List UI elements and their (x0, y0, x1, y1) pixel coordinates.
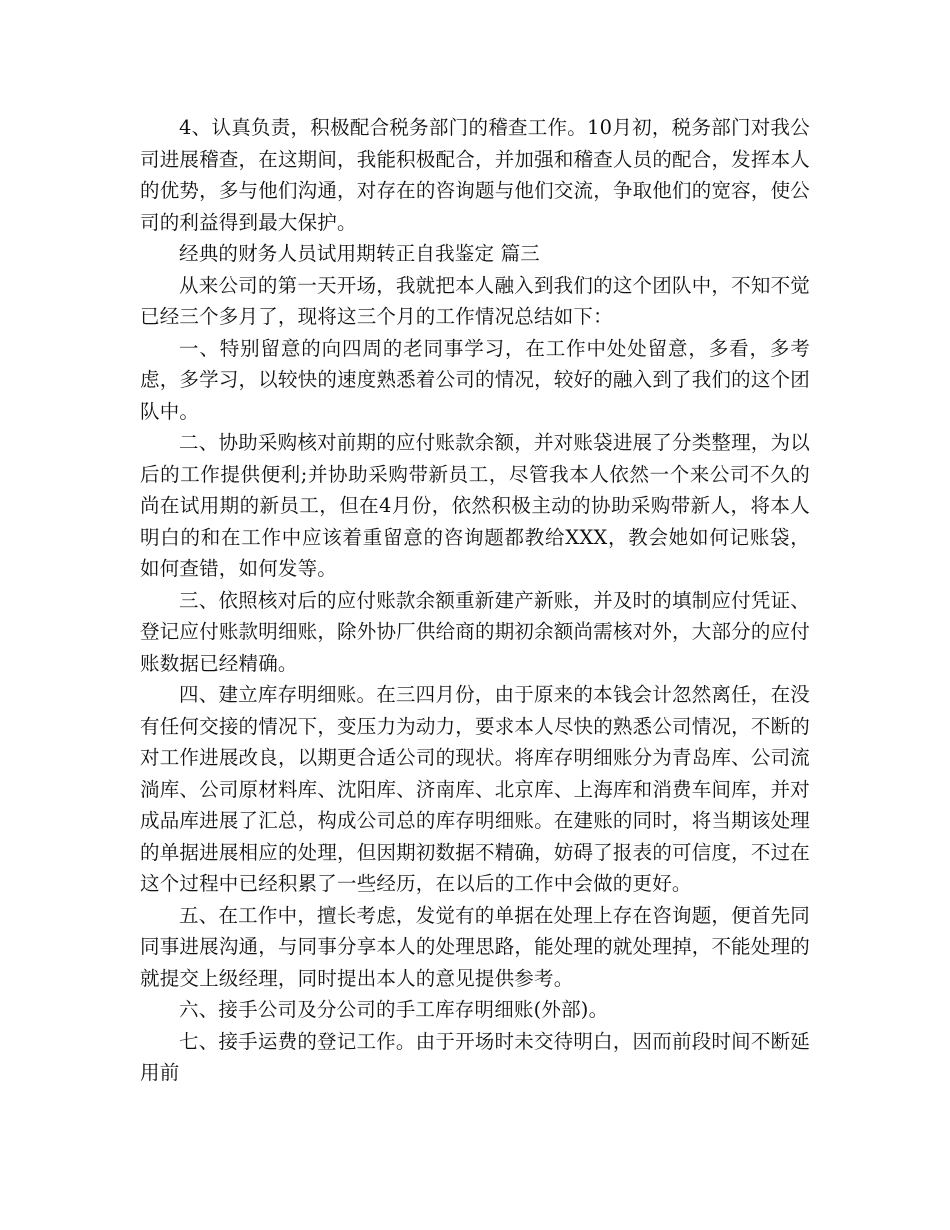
paragraph-tax-audit: 4、认真负责，积极配合税务部门的稽查工作。10月初，税务部门对我公司进展稽查，在这期间，我能积极配合，并加强和稽查人员的配合，发挥本人的优势，多与他们沟通，对存在的咨询题与他们交流，争取他们的宽容，使公司的利益得到最大保护。 (140, 116, 810, 234)
section-heading: 经典的财务人员试用期转正自我鉴定 篇三 (179, 242, 540, 265)
paragraph-item-7: 七、接手运费的登记工作。由于开场时未交待明白，因而前段时间不断延用前 (140, 1029, 810, 1084)
paragraph-item-6: 六、接手公司及分公司的手工库存明细账(外部)。 (179, 998, 609, 1021)
paragraph-item-5: 五、在工作中，擅长考虑，发觉有的单据在处理上存在咨询题，便首先同同事进展沟通，与同事分享本人的处理思路，能处理的就处理掉，不能处理的就提交上级经理，同时提出本人的意见提供参考。 (140, 903, 810, 990)
paragraph-item-4: 四、建立库存明细账。在三四月份，由于原来的本钱会计忽然离任，在没有任何交接的情况下，变压力为动力，要求本人尽快的熟悉公司情况，不断的对工作进展改良，以期更合适公司的现状。将库存明细账分为青岛库、公司流淌库、公司原材料库、沈阳库、济南库、北京库、上海库和消费车间库，并对成品库进展了汇总，构成公司总的库存明细账。在建账的同时，将当期该处理的单据进展相应的处理，但因期初数据不精确，妨碍了报表的可信度，不过在这个过程中已经积累了一些经历，在以后的工作中会做的更好。 (140, 683, 810, 895)
paragraph-item-1: 一、特别留意的向四周的老同事学习，在工作中处处留意，多看，多考虑，多学习，以较快的速度熟悉着公司的情况，较好的融入到了我们的这个团队中。 (140, 336, 810, 423)
paragraph-item-2: 二、协助采购核对前期的应付账款余额，并对账袋进展了分类整理，为以后的工作提供便利;并协助采购带新员工，尽管我本人依然一个来公司不久的尚在试用期的新员工，但在4月份，依然积极主动的协助采购带新人，将本人明白的和在工作中应该着重留意的咨询题都教给XXX，教会她如何记账袋，如何查错，如何发等。 (140, 431, 810, 580)
paragraph-item-3: 三、依照核对后的应付账款余额重新建产新账，并及时的填制应付凭证、登记应付账款明细账，除外协厂供给商的期初余额尚需核对外，大部分的应付账数据已经精确。 (140, 588, 810, 675)
paragraph-intro: 从来公司的第一天开场，我就把本人融入到我们的这个团队中，不知不觉已经三个多月了，现将这三个月的工作情况总结如下： (140, 273, 810, 328)
document-body (140, 112, 810, 1089)
